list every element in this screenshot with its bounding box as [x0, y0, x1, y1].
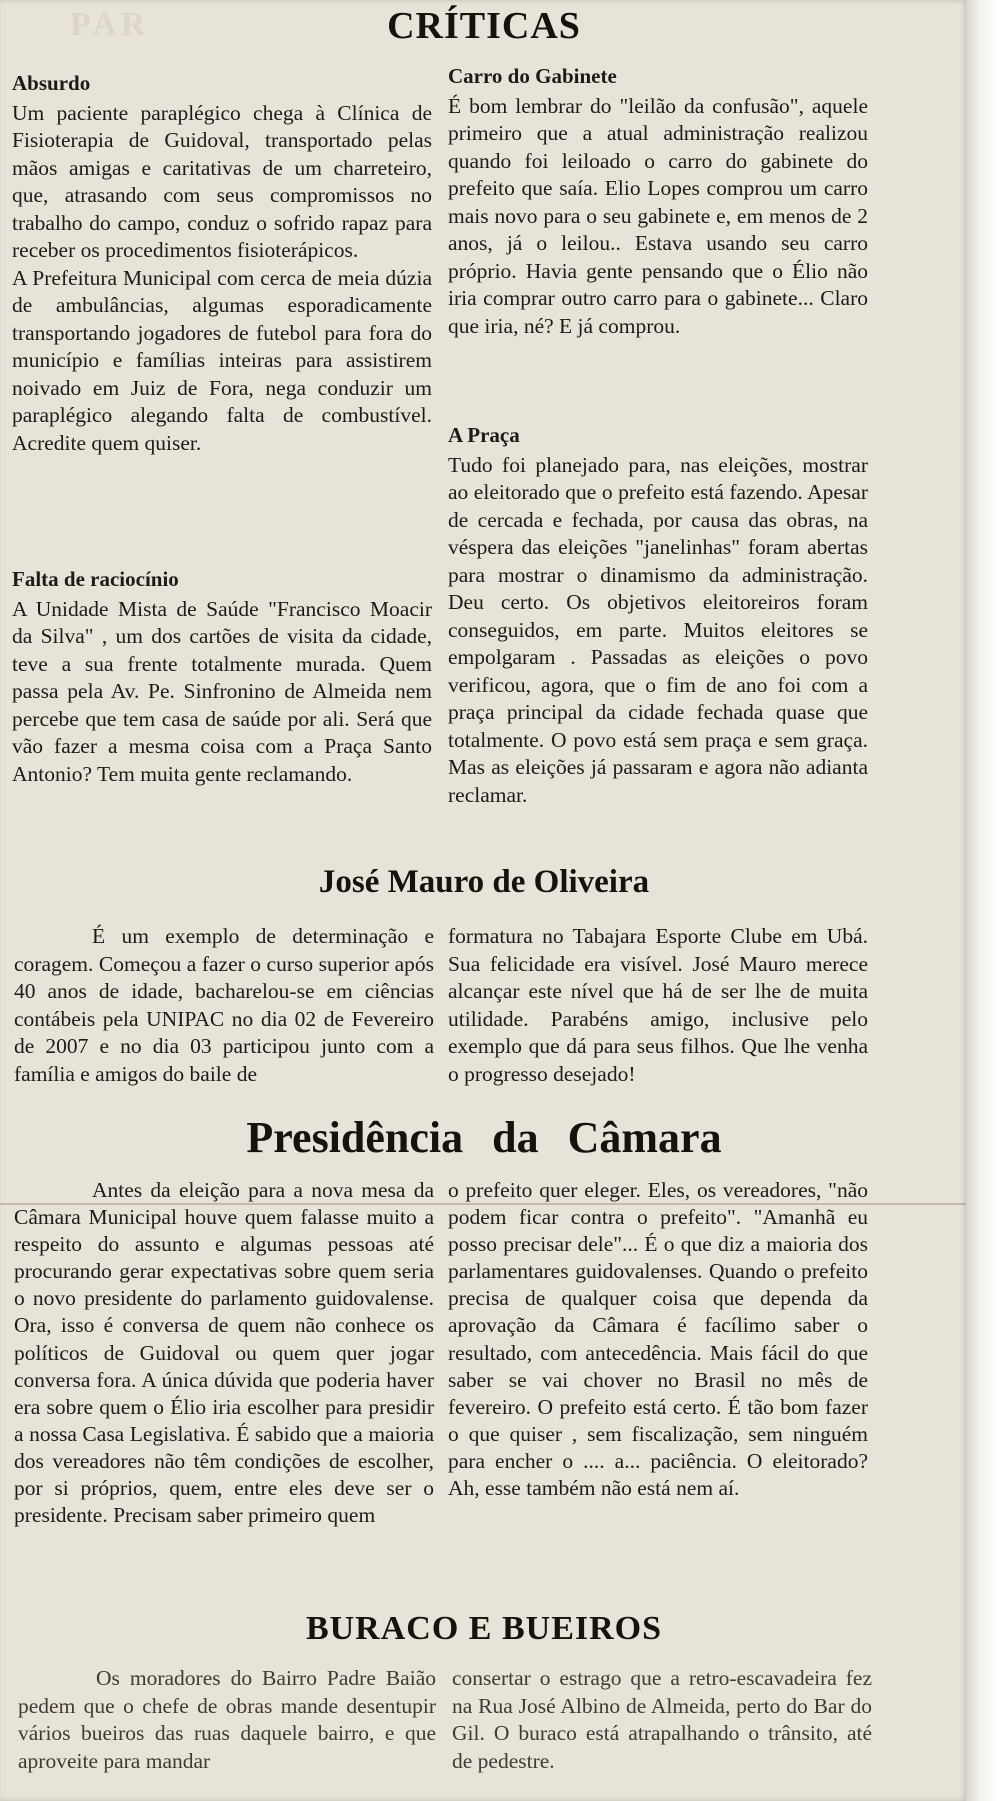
section-title-presidencia: Presidência da Câmara — [246, 1113, 722, 1162]
article-paragraph: consertar o estrago que a retro-escavadeira fez na Rua José Albino de Almeida, perto do Bar do Gil. O buraco está atrapalhando o trânsito, até de pedestre. — [452, 1666, 872, 1773]
section-title-jose-mauro: José Mauro de Oliveira — [318, 864, 650, 900]
article-paragraph: formatura no Tabajara Esporte Clube em Ubá. Sua felicidade era visível. José Mauro merece alcançar este nível que há de ser lhe de muita utilidade. Parabéns amigo, inclusive pelo exemplo que dá para seus filhos. Que lhe venha o progresso desejado! — [448, 924, 868, 1086]
article-buraco-column-right — [452, 1665, 872, 1775]
article-falta-de-raciocinio — [12, 566, 432, 788]
article-paragraph: o prefeito quer eleger. Eles, os vereadores, "não podem ficar contra o prefeito". "Amanhã eu posso precisar dele"... É o que diz a maioria dos parlamentares guidovalenses. Quando o prefeito precisa de qualquer coisa que dependa da aprovação da Câmara é facílimo saber o resultado, com antecedência. Mais fácil do que saber se vai chover no Brasil no mês de fevereiro. O prefeito está certo. É tão bom fazer o que quiser , sem fiscalização, sem ninguém para encher o .... a... paciência. O eleitorado? Ah, esse também não está nem aí. — [448, 1178, 868, 1501]
article-heading: Carro do Gabinete — [448, 64, 617, 88]
article-carro-do-gabinete — [448, 63, 868, 340]
article-presidencia-column-right — [448, 1177, 868, 1502]
article-presidencia-column-left — [14, 1177, 434, 1529]
article-jose-column-right — [448, 923, 868, 1088]
article-jose-column-left — [14, 923, 434, 1088]
article-a-praca — [448, 422, 868, 809]
article-paragraph: Tudo foi planejado para, nas eleições, mostrar ao eleitorado que o prefeito está fazendo. Apesar de cercada e fechada, por causa das obras, na véspera das eleições "janelinhas" foram abertas para mostrar o dinamismo da administração. Deu certo. Os objetivos eleitoreiros foram conseguidos, em parte. Muitos eleitores se empolgaram . Passadas as eleições o povo verificou, agora, que o fim de ano foi com a praça principal da cidade fechada quase que totalmente. O povo está sem praça e sem graça. Mas as eleições já passaram e agora não adianta reclamar. — [448, 452, 868, 807]
article-paragraph: É bom lembrar do "leilão da confusão", aquele primeiro que a atual administração realizou quando foi leiloado o carro do gabinete do prefeito que saía. Elio Lopes comprou um carro mais novo para o seu gabinete e, em menos de 2 anos, já o leilou.. Estava usando seu carro próprio. Havia gente pensando que o Élio não iria comprar outro carro para o gabinete... Claro que iria, né? E já comprou. — [448, 93, 868, 338]
page-title: CRÍTICAS — [387, 5, 581, 47]
article-heading: Falta de raciocínio — [12, 567, 179, 591]
article-paragraph: É um exemplo de determinação e coragem. Começou a fazer o curso superior após 40 anos de idade, bacharelou-se em ciências contábeis pela UNIPAC no dia 02 de Fevereiro de 2007 e no dia 03 participou junto com a família e amigos do baile de — [14, 924, 434, 1086]
article-paragraph: A Unidade Mista de Saúde "Francisco Moacir da Silva" , um dos cartões de visita da cidade, teve a sua frente totalmente murada. Quem passa pela Av. Pe. Sinfronino de Almeida nem percebe que tem casa de saúde por ali. Será que vão fazer a mesma coisa com a Praça Santo Antonio? Tem muita gente reclamando. — [12, 596, 432, 786]
page-edge-background — [966, 0, 1000, 1801]
article-heading: A Praça — [448, 423, 520, 447]
article-paragraph: Os moradores do Bairro Padre Baião pedem que o chefe de obras mande desentupir vários bueiros das ruas daquele bairro, e que aproveite para mandar — [18, 1666, 436, 1773]
article-paragraph: Um paciente paraplégico chega à Clínica de Fisioterapia de Guidoval, transportado pelas mãos amigas e caritativas de um charreteiro, que, atrasando com seus compromissos no trabalho do campo, conduz o sofrido rapaz para receber os procedimentos fisioterápicos. — [12, 100, 432, 262]
bleed-through-text: PAR — [70, 6, 150, 43]
section-title-buraco: BURACO E BUEIROS — [305, 1610, 663, 1647]
article-absurdo — [12, 70, 432, 457]
article-buraco-column-left — [18, 1665, 436, 1775]
article-paragraph: A Prefeitura Municipal com cerca de meia dúzia de ambulâncias, algumas esporadicamente transportando jogadores de futebol para fora do município e famílias inteiras para assistirem noivado em Juiz de Fora, nega conduzir um paraplégico alegando falta de combustível. Acredite quem quiser. — [12, 265, 432, 455]
article-heading: Absurdo — [12, 71, 91, 95]
article-paragraph: Antes da eleição para a nova mesa da Câmara Municipal houve quem falasse muito a respeito do assunto e algumas pessoas até procurando gerar expectativas sobre quem seria o novo presidente do parlamento guidovalense. Ora, isso é conversa de quem não conhece os políticos de Guidoval ou quem quer jogar conversa fora. A única dúvida que poderia haver era sobre quem o Élio iria escolher para presidir a nossa Casa Legislativa. É sabido que a maioria dos vereadores não têm condições de escolher, por si próprios, quem, entre eles deve ser o presidente. Precisam saber primeiro quem — [14, 1178, 434, 1528]
